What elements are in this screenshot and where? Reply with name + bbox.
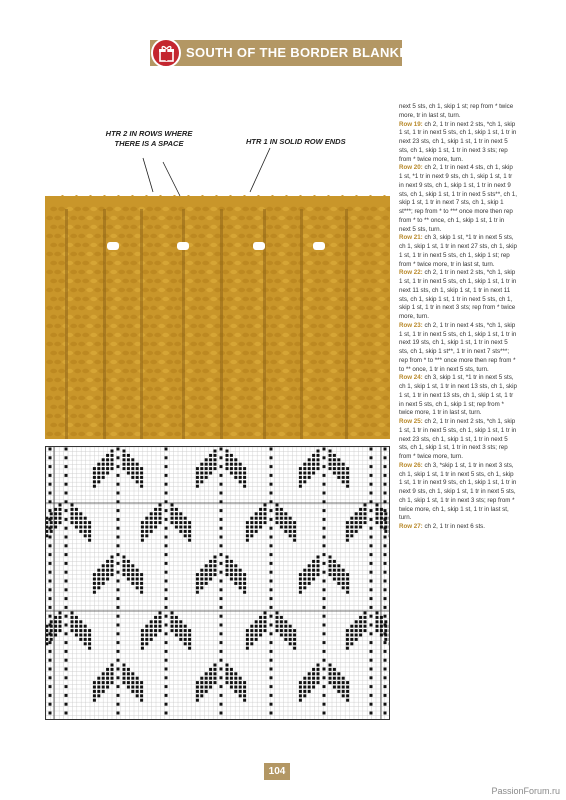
instruction-paragraph <box>399 418 517 462</box>
row-heading: Row 19: <box>399 120 423 128</box>
row-instruction: ch 2, 1 tr in next 2 sts, *ch 1, skip 1 st, 1 tr in next 5 sts, ch 1, skip 1 st, 1 tr in next 11 sts, ch 1, skip 1 st, 1 tr in next 11 sts, ch 1, skip 1 st, 1 tr in next 5 sts, ch 1, skip 1 st, 1 tr in next 3 sts; rep from * twice more, turn. <box>399 269 517 320</box>
space-hole <box>253 242 265 250</box>
gift-badge <box>151 38 181 68</box>
header-banner <box>150 40 417 66</box>
row-instruction: next 5 sts, ch 1, skip 1 st; rep from * twice more, tr in last st, turn. <box>399 103 514 119</box>
stitch-chart <box>45 446 390 720</box>
instruction-paragraph <box>399 523 517 532</box>
instruction-paragraph <box>399 164 517 234</box>
instruction-paragraph <box>399 269 517 322</box>
row-heading: Row 21: <box>399 234 423 242</box>
row-heading: Row 27: <box>399 523 423 530</box>
row-heading: Row 25: <box>399 418 423 425</box>
watermark: PassionForum.ru <box>491 786 560 796</box>
annotation-left <box>85 129 213 149</box>
row-instruction: ch 2, 1 tr in next 4 sts, *ch 1, skip 1 st, 1 tr in next 5 sts, ch 1, skip 1 st, 1 tr in next 19 sts, ch 1, skip 1 st, 1 tr in next 5 sts, ch 1, skip 1 st**, 1 tr in next 7 sts***; rep from * to *** once more then rep from * to ** once, 1 tr in next 5 sts, turn. <box>399 321 517 373</box>
space-hole <box>313 242 325 250</box>
row-heading: Row 26: <box>399 461 423 469</box>
row-heading: Row 22: <box>399 269 423 277</box>
annotation-arrow <box>143 158 153 192</box>
annotation-left-line2: THERE IS A SPACE <box>114 139 184 148</box>
row-instruction: ch 2, 1 tr in next 2 sts, *ch 1, skip 1 st, 1 tr in next 5 sts, ch 1, skip 1 st, 1 tr in next 23 sts, ch 1, skip 1 st, 1 tr in next 5 sts, ch 1, skip 1 st, 1 tr in next 3 sts; rep from * twice more, turn. <box>399 120 517 163</box>
annotation-right: HTR 1 IN SOLID ROW ENDS <box>246 137 346 146</box>
instruction-paragraph <box>399 374 517 418</box>
instruction-paragraph <box>399 234 517 269</box>
row-instruction: ch 3, *skip 1 st, 1 tr in next 3 sts, ch 1, skip 1 st, 1 tr in next 5 sts, ch 1, skip 1 st, 1 tr in next 9 sts, ch 1, skip 1 st, 1 tr in next 9 sts, ch 1, skip 1 st, 1 tr in next 5 sts, ch 1, skip 1 st, 1 tr in next 3 sts; rep from * twice more, ch 1, skip 1 st, 1 tr in last st, turn. <box>399 461 517 522</box>
annotation-arrow <box>250 148 270 192</box>
row-instruction: ch 2, 1 tr in next 6 sts. <box>422 523 485 530</box>
page-title: SOUTH OF THE BORDER BLANKET <box>186 45 417 60</box>
space-hole <box>177 242 189 250</box>
yarn-texture-image <box>45 104 390 439</box>
row-instruction: ch 3, skip 1 st, *1 tr in next 5 sts, ch 1, skip 1 st, 1 tr in next 27 sts, ch 1, skip 1 st, 1 tr in next 5 sts, ch 1, skip 1 st; rep from * twice more, tr in last st, turn. <box>399 234 517 268</box>
annotation-arrow <box>163 162 180 196</box>
page-number: 104 <box>264 763 290 780</box>
stitch-chart-grid <box>46 447 389 719</box>
gift-icon <box>158 45 175 62</box>
row-heading: Row 24: <box>399 374 423 382</box>
row-instruction: ch 2, 1 tr in next 4 sts, ch 1, skip 1 st, *1 tr in next 9 sts, ch 1, skip 1 st, 1 tr in next 9 sts, ch 1, skip 1 st, 1 tr in next 9 sts, ch 1, skip 1 st, 1 tr in next 5 sts**, ch 1, skip 1 st, 1 tr in next 7 sts, ch 1, skip 1 st***; rep from * to *** once more then rep from * to ** once, ch 1, skip 1 st, 1 tr in next 5 sts, turn. <box>399 164 517 233</box>
instruction-paragraph <box>399 121 517 165</box>
row-heading: Row 23: <box>399 321 423 329</box>
row-instruction: ch 2, 1 tr in next 2 sts, *ch 1, skip 1 st, 1 tr in next 5 sts, ch 1, skip 1 st, 1 tr in next 23 sts, ch 1, skip 1 st, 1 tr in next 5 sts, ch 1, skip 1 st, 1 tr in next 3 sts; rep from * twice more, turn. <box>399 418 517 460</box>
row-heading: Row 20: <box>399 164 423 172</box>
space-hole <box>107 242 119 250</box>
annotation-left-line1: HTR 2 IN ROWS WHERE <box>105 129 193 138</box>
instruction-paragraph <box>399 322 517 375</box>
pattern-instructions <box>399 103 517 532</box>
row-instruction: ch 3, skip 1 st, *1 tr in next 5 sts, ch 1, skip 1 st, 1 tr in next 13 sts, ch 1, skip 1 st, 1 tr in next 13 sts, ch 1, skip 1 st, 1 tr in next 5 sts, ch 1, skip 1 st; rep from * twice more, 1 tr in last st, turn. <box>399 374 517 417</box>
instruction-paragraph <box>399 103 517 121</box>
crochet-photo <box>45 104 390 439</box>
instruction-paragraph <box>399 462 517 523</box>
